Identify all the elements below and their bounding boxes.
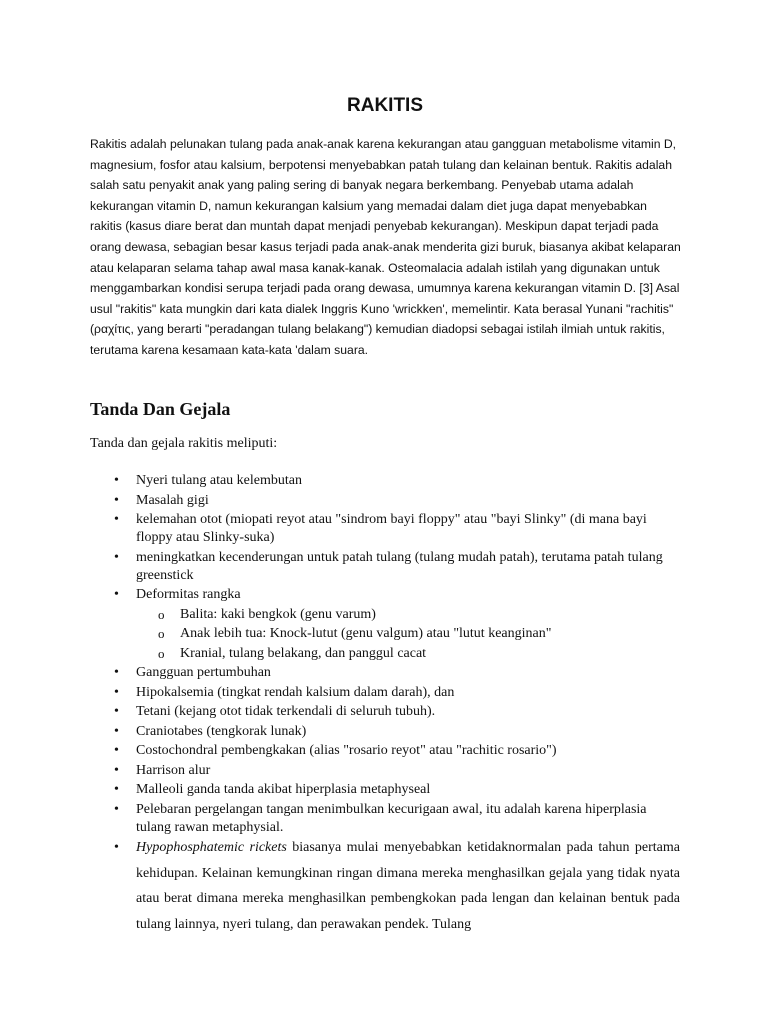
bullet-icon: • bbox=[114, 587, 119, 602]
bullet-icon: • bbox=[114, 473, 119, 488]
list-item bbox=[90, 723, 680, 741]
list-item bbox=[90, 586, 680, 604]
bullet-icon: • bbox=[114, 492, 119, 508]
bullet-icon: • bbox=[114, 704, 119, 719]
sub-list-item bbox=[90, 606, 680, 624]
list-item-text: Nyeri tulang atau kelembutan bbox=[136, 473, 302, 488]
bullet-icon: • bbox=[114, 684, 119, 700]
list-item bbox=[90, 801, 680, 837]
sub-list-item-text: Balita: kaki bengkok (genu varum) bbox=[180, 606, 376, 622]
list-item bbox=[90, 664, 680, 682]
list-item bbox=[90, 762, 680, 780]
list-item bbox=[90, 703, 680, 721]
list-item bbox=[90, 742, 680, 760]
sub-list-item bbox=[90, 645, 680, 663]
list-item-text: Costochondral pembengkakan (alias "rosario reyot" atau "rachitic rosario") bbox=[136, 743, 557, 758]
list-item bbox=[90, 492, 680, 510]
list-item bbox=[90, 684, 680, 702]
sub-list-item bbox=[90, 625, 680, 643]
list-item bbox=[90, 835, 680, 937]
list-item-text: Pelebaran pergelangan tangan menimbulkan kecurigaan awal, itu adalah karena hiperplasia tulang rawan metaphysial. bbox=[136, 801, 647, 835]
bullet-icon: • bbox=[114, 762, 119, 778]
list-item bbox=[90, 472, 680, 490]
bullet-icon: • bbox=[114, 840, 119, 855]
list-item-text: kelemahan otot (miopati reyot atau "sindrom bayi floppy" atau "bayi Slinky" (di mana bayi floppy atau Slinky-suka) bbox=[136, 512, 647, 545]
list-item bbox=[90, 511, 680, 547]
intro-paragraph: Rakitis adalah pelunakan tulang pada anak-anak karena kekurangan atau gangguan metabolisme vitamin D, magnesium, fosfor atau kalsium, berpotensi menyebabkan patah tulang dan kelainan bentuk. Rakitis adalah salah satu penyakit anak yang paling sering di banyak negara berkembang. Penyebab utama adalah kekurangan vitamin D, namun kekurangan kalsium yang memadai dalam diet juga dapat menyebabkan rakitis (kasus diare berat dan muntah dapat menjadi penyebab kekurangan). Meskipun dapat terjadi pada orang dewasa, sebagian besar kasus terjadi pada anak-anak menderita gizi buruk, biasanya akibat kelaparan atau kelaparan selama tahap awal masa kanak-kanak. Osteomalacia adalah istilah yang digunakan untuk menggambarkan kondisi serupa terjadi pada orang dewasa, umumnya karena kekurangan vitamin D. [3] Asal usul "rakitis" kata mungkin dari kata dialek Inggris Kuno 'wrickken', memelintir. Kata berasal Yunani "rachitis" (ραχίτις, yang berarti "peradangan tulang belakang") kemudian diadopsi sebagai istilah ilmiah untuk rakitis, terutama karena kesamaan kata-kata 'dalam suara. bbox=[90, 137, 681, 357]
symptom-list bbox=[90, 472, 680, 939]
bullet-icon: • bbox=[114, 665, 119, 680]
list-item-text: meningkatkan kecenderungan untuk patah tulang (tulang mudah patah), terutama patah tulang greenstick bbox=[136, 549, 663, 583]
section-heading: Tanda Dan Gejala bbox=[90, 399, 231, 419]
list-item-text: Craniotabes (tengkorak lunak) bbox=[136, 723, 307, 739]
page-title: RAKITIS bbox=[347, 95, 423, 116]
bullet-icon: • bbox=[114, 512, 119, 527]
list-item-text: Masalah gigi bbox=[136, 492, 209, 508]
bullet-icon: • bbox=[114, 782, 119, 797]
list-item-text: Malleoli ganda tanda akibat hiperplasia metaphyseal bbox=[136, 782, 431, 797]
list-item-italic-term: Hypophosphatemic rickets bbox=[136, 840, 287, 855]
list-item-text: Harrison alur bbox=[136, 762, 211, 778]
list-item bbox=[90, 781, 680, 799]
list-item-text: Gangguan pertumbuhan bbox=[136, 665, 271, 680]
bullet-icon: • bbox=[114, 549, 119, 565]
list-item-text: Deformitas rangka bbox=[136, 587, 241, 602]
sub-bullet-icon: o bbox=[158, 606, 165, 622]
sub-list-item-text: Anak lebih tua: Knock-lutut (genu valgum) atau "lutut keanginan" bbox=[180, 626, 552, 641]
list-item-text: Tetani (kejang otot tidak terkendali di seluruh tubuh). bbox=[136, 704, 436, 719]
bullet-icon: • bbox=[114, 743, 119, 758]
list-item-text: Hipokalsemia (tingkat rendah kalsium dalam darah), dan bbox=[136, 684, 455, 700]
bullet-icon: • bbox=[114, 801, 119, 817]
section-lead: Tanda dan gejala rakitis meliputi: bbox=[90, 436, 278, 451]
sub-bullet-icon: o bbox=[158, 645, 165, 661]
sub-bullet-icon: o bbox=[158, 626, 165, 641]
bullet-icon: • bbox=[114, 723, 119, 739]
list-item-text: biasanya mulai menyebabkan ketidaknormalan pada tahun pertama kehidupan. Kelainan kemungkinan ringan dimana mereka menghasilkan gejala yang tidak nyata atau berat dimana mereka menghasilkan pembengkokan pada lengan dan kelainan bentuk pada tulang lainnya, nyeri tulang, dan perawakan pendek. Tulang bbox=[136, 840, 680, 932]
sub-list-item-text: Kranial, tulang belakang, dan panggul cacat bbox=[180, 645, 427, 661]
list-item bbox=[90, 549, 680, 585]
